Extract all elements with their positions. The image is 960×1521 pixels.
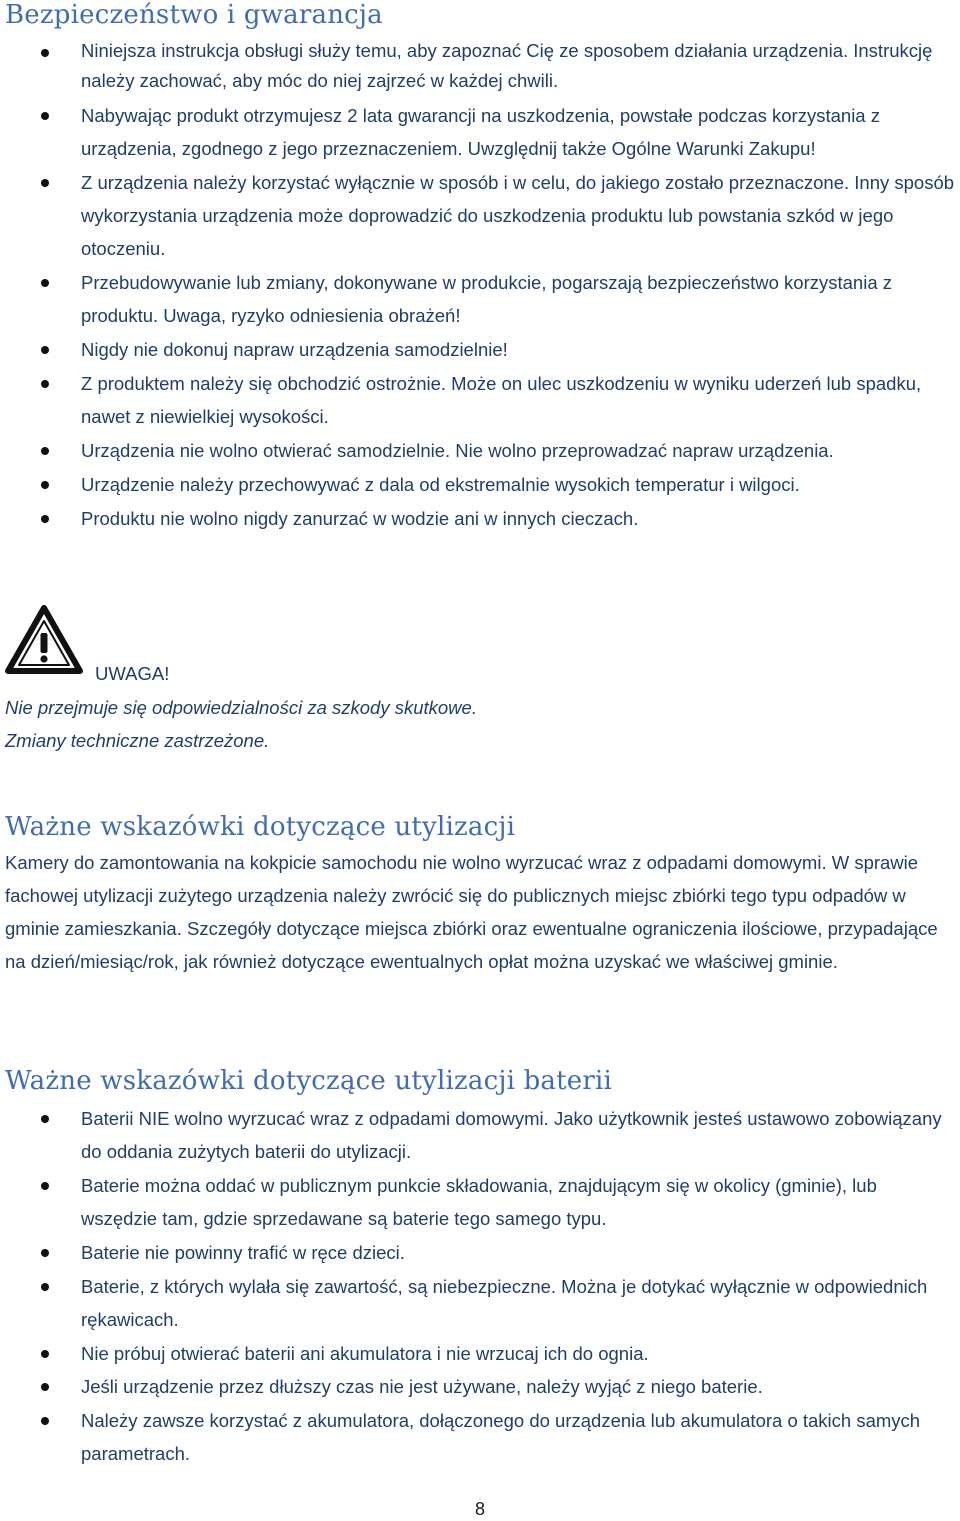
bullet-dot-icon xyxy=(41,515,49,523)
list-item: Niniejsza instrukcja obsługi służy temu, aby zapoznać Cię ze sposobem działania urządzenia. Instrukcję należy zachować, aby móc do niej zajrzeć w każdej chwili. xyxy=(0,36,960,96)
bullet-dot-icon xyxy=(41,1115,49,1123)
list-item: Z urządzenia należy korzystać wyłącznie w sposób i w celu, do jakiego zostało przeznaczone. Inny sposób wykorzystania urządzenia może doprowadzić do uszkodzenia produktu lub powstania szkód w jego otoczeniu. xyxy=(0,166,960,265)
list-item: Przebudowywanie lub zmiany, dokonywane w produkcie, pogarszają bezpieczeństwo korzystania z produktu. Uwaga, ryzyko odniesienia obrażeń! xyxy=(0,266,960,332)
list-item: Baterie nie powinny trafić w ręce dzieci. xyxy=(0,1236,960,1269)
bullet-dot-icon xyxy=(41,1383,49,1391)
section-title-batteries: Ważne wskazówki dotyczące utylizacji baterii xyxy=(5,1066,613,1096)
battery-bullet-list xyxy=(0,1102,960,1470)
list-item: Urządzenia nie wolno otwierać samodzielnie. Nie wolno przeprowadzać napraw urządzenia. xyxy=(0,434,960,467)
liability-note: Nie przejmuje się odpowiedzialności za szkody skutkowe. xyxy=(5,697,477,718)
page-number: 8 xyxy=(474,1499,485,1519)
list-item: Nabywając produkt otrzymujesz 2 lata gwarancji na uszkodzenia, powstałe podczas korzystania z urządzenia, zgodnego z jego przeznaczeniem. Uwzględnij także Ogólne Warunki Zakupu! xyxy=(0,99,960,165)
bullet-dot-icon xyxy=(41,481,49,489)
bullet-dot-icon xyxy=(41,447,49,455)
list-item: Produktu nie wolno nigdy zanurzać w wodzie ani w innych cieczach. xyxy=(0,502,960,535)
list-item: Baterii NIE wolno wyrzucać wraz z odpadami domowymi. Jako użytkownik jesteś ustawowo zobowiązany do oddania zużytych baterii do utylizacji. xyxy=(0,1102,960,1168)
bullet-dot-icon xyxy=(41,346,49,354)
disposal-paragraph: Kamery do zamontowania na kokpicie samochodu nie wolno wyrzucać wraz z odpadami domowymi. W sprawie fachowej utylizacji zużytego urządzenia należy zwrócić się do publicznych miejsc zbiórki tego typu odpadów w gminie zamieszkania. Szczegóły dotyczące miejsca zbiórki oraz ewentualne ograniczenia ilościowe, przypadające na dzień/miesiąc/rok, jak również dotyczące ewentualnych opłat można uzyskać we właściwej gminie. xyxy=(5,852,938,972)
warning-triangle-icon xyxy=(5,605,83,675)
list-item: Z produktem należy się obchodzić ostrożnie. Może on ulec uszkodzeniu w wyniku uderzeń lub spadku, nawet z niewielkiej wysokości. xyxy=(0,367,960,433)
bullet-dot-icon xyxy=(41,1283,49,1291)
bullet-dot-icon xyxy=(41,1350,49,1358)
list-item: Jeśli urządzenie przez dłuższy czas nie jest używane, należy wyjąć z niego baterie. xyxy=(0,1370,960,1403)
bullet-dot-icon xyxy=(41,1182,49,1190)
list-item: Należy zawsze korzystać z akumulatora, dołączonego do urządzenia lub akumulatora o takich samych parametrach. xyxy=(0,1404,960,1470)
list-item: Baterie, z których wylała się zawartość, są niebezpieczne. Można je dotykać wyłącznie w odpowiednich rękawicach. xyxy=(0,1270,960,1336)
bullet-dot-icon xyxy=(41,380,49,388)
list-item: Baterie można oddać w publicznym punkcie składowania, znajdującym się w okolicy (gminie), lub wszędzie tam, gdzie sprzedawane są baterie tego samego typu. xyxy=(0,1169,960,1235)
bullet-dot-icon xyxy=(41,1417,49,1425)
bullet-dot-icon xyxy=(41,112,49,120)
bullet-dot-icon xyxy=(41,179,49,187)
list-item: Urządzenie należy przechowywać z dala od ekstremalnie wysokich temperatur i wilgoci. xyxy=(0,468,960,501)
bullet-dot-icon xyxy=(41,279,49,287)
section-title-safety: Bezpieczeństwo i gwarancja xyxy=(5,0,383,30)
bullet-dot-icon xyxy=(41,49,49,57)
technical-changes-note: Zmiany techniczne zastrzeżone. xyxy=(5,730,270,751)
bullet-dot-icon xyxy=(41,1249,49,1257)
warning-label: UWAGA! xyxy=(95,663,170,684)
section-title-disposal: Ważne wskazówki dotyczące utylizacji xyxy=(5,812,516,842)
list-item: Nigdy nie dokonuj napraw urządzenia samodzielnie! xyxy=(0,333,960,366)
safety-bullet-list xyxy=(0,36,960,535)
list-item: Nie próbuj otwierać baterii ani akumulatora i nie wrzucaj ich do ognia. xyxy=(0,1337,960,1370)
